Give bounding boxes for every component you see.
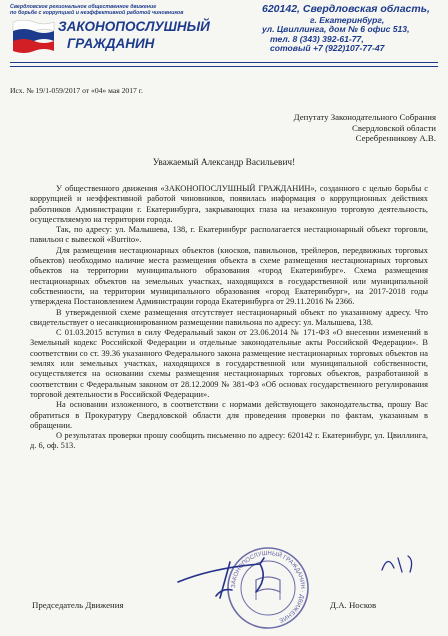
logo-text-line1: ЗАКОНОПОСЛУШНЫЙ [58,19,210,34]
header-divider [10,62,438,63]
letterhead-contacts [262,4,444,54]
handwritten-signature [172,548,282,604]
contact-phone: тел. 8 (343) 392-61-77, [270,33,364,44]
logo-text-line2: ГРАЖДАНИН [67,36,155,51]
recipient-line1: Депутату Законодательного Собрания [293,112,436,122]
signer-name: Д.А. Носков [330,600,377,610]
contact-address-line3: ул. Цвиллинга, дом № 6 офис 513, [262,24,410,35]
paragraph: Так, по адресу: ул. Малышева, 138, г. Екатеринбург располагается нестационарный объект торговли, павильон с вывеской «Burrito». [30,225,428,245]
outgoing-reference: Исх. № 19/1-059/2017 от «04» мая 2017 г. [10,86,143,95]
flag-logo-icon [10,18,56,56]
contact-mobile: сотовый +7 (922)107-77-47 [270,43,385,54]
org-name-line2: по борьбе с коррупцией и неэффективной работой чиновников [10,10,184,17]
paragraph: На основании изложенного, в соответствии с нормами действующего законодательства, прошу Вас обратиться в Прокуратуру Свердловской области для проведения проверки по фактам, указанным в обращении. [30,400,428,430]
signer-position: Председатель Движения [32,600,124,610]
letter-body [30,184,428,452]
org-name-line1: Свердловское региональное общественное движение [10,4,157,10]
paragraph: Для размещения нестационарных объектов (киосков, павильонов, трейлеров, передвижных торговых объектов) необходимо наличие места размещения объекта в схеме размещения нестационарных торговых объектов на территории муниципального образования «город Екатеринбург». Схема размещения нестационарных объектов на земельных участках, находящихся в государственной или муниципальной собственности, на территории муниципального образования «город Екатеринбург», на 2017-2018 годы утверждена Постановлением Администрации города Екатеринбурга от 29.11.2016 № 2366. [30,245,428,307]
recipient-line3: Серебренникову А.В. [355,133,436,143]
header-divider-thin [10,66,438,67]
letterhead-left [10,4,240,51]
stamp-text: ЗАКОНОПОСЛУШНЫЙ ГРАЖДАНИН · ДВИЖЕНИЕ [230,550,306,623]
paragraph: В утвержденной схеме размещения отсутствует нестационарный объект по указанному адресу. Что свидетельствует о несанкционированном размещении павильона по адресу: ул. Малышева, 138. [30,307,428,327]
paragraph: С 01.03.2015 вступил в силу Федеральный закон от 23.06.2014 № 171-ФЗ «О внесении изменений в Земельный кодекс Российской Федерации и отдельные законодательные акты Российской Федерации». В соответствии со ст. 39.36 указанного Федерального закона размещение нестационарных торговых объектов на землях или земельных участках, находящихся в государственной или муниципальной собственности, осуществляется на основании схемы размещения нестационарных торговых объектов, разработанной в соответствии с Федеральным законом от 28.12.2009 № 381-ФЗ «Об основах государственного регулирования торговой деятельности в Российской Федерации». [30,328,428,399]
recipient-line2: Свердловской области [352,122,436,133]
contact-address-line1: 620142, Свердловская область, [262,3,430,15]
logo [10,18,240,58]
contact-address-line2: г. Екатеринбург, [310,14,385,25]
paragraph: О результатах проверки прошу сообщить письменно по адресу: 620142 г. Екатеринбург, ул. Цвиллинга, д. 6, оф. 513. [30,431,428,451]
recipient-block [258,112,436,144]
greeting: Уважаемый Александр Васильевич! [152,158,296,168]
date-autograph [378,550,422,576]
paragraph: У общественного движения «ЗАКОНОПОСЛУШНЫЙ ГРАЖДАНИН», созданного с целью борьбы с коррупцией и неэффективной работой чиновников, появилась информация о коррупционных действиях работников Администрации г. Екатеринбурга, закрывающих глаза на незаконную торговую деятельность, осуществляемую на территории города. [30,184,428,224]
